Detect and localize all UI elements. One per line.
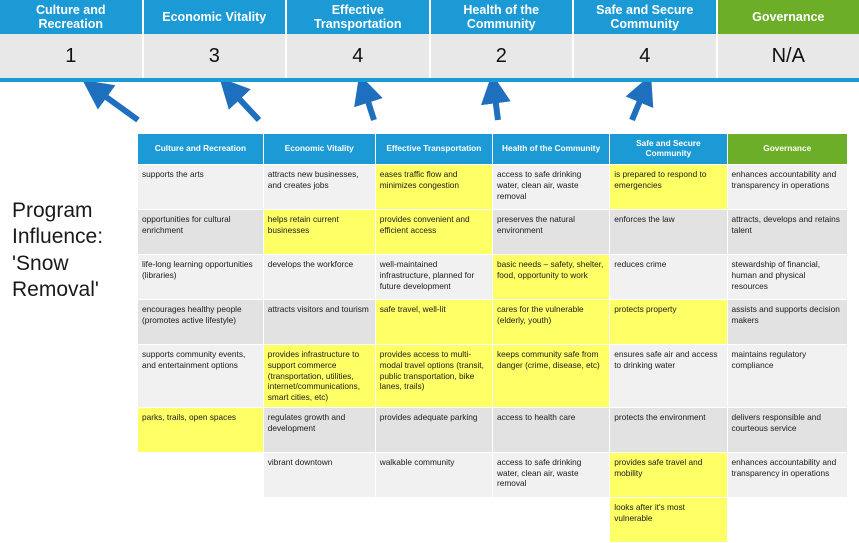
arrow-effective-transportation — [364, 89, 374, 120]
matrix-cell — [138, 452, 264, 497]
matrix-header-economic-vitality: Economic Vitality — [263, 134, 375, 165]
matrix-cell: stewardship of financial, human and physical resources — [727, 255, 848, 300]
matrix-header-effective-transportation: Effective Transportation — [375, 134, 492, 165]
matrix-cell — [492, 497, 609, 542]
table-row — [138, 407, 848, 452]
program-influence-caption — [12, 198, 138, 304]
matrix-cell: life-long learning opportunities (libraries) — [138, 255, 264, 300]
matrix-cell: encourages healthy people (promotes active lifestyle) — [138, 300, 264, 345]
matrix-cell: looks after it's most vulnerable — [610, 497, 727, 542]
matrix-cell: is prepared to respond to emergencies — [610, 165, 727, 210]
pillar-score-governance: N/A — [718, 34, 859, 78]
matrix-cell: provides adequate parking — [375, 407, 492, 452]
matrix-cell: enhances accountability and transparency in operations — [727, 452, 848, 497]
pillar-header-governance: Governance — [718, 0, 859, 34]
arrow-health-of-the-community — [494, 89, 498, 120]
matrix-cell: provides access to multi-modal travel options (transit, public transportation, bike lanes, trails) — [375, 345, 492, 408]
table-row — [138, 255, 848, 300]
matrix-cell: develops the workforce — [263, 255, 375, 300]
matrix-header-culture-and-recreation: Culture and Recreation — [138, 134, 264, 165]
arrow-economic-vitality — [230, 89, 259, 120]
pillar-header-effective-transportation: Effective Transportation — [287, 0, 431, 34]
matrix-cell: access to health care — [492, 407, 609, 452]
pillar-header-economic-vitality: Economic Vitality — [144, 0, 288, 34]
matrix-header-health-of-the-community: Health of the Community — [492, 134, 609, 165]
table-row — [138, 497, 848, 542]
matrix-cell: enhances accountability and transparency in operations — [727, 165, 848, 210]
matrix-cell: supports the arts — [138, 165, 264, 210]
matrix-cell: attracts visitors and tourism — [263, 300, 375, 345]
matrix-body — [138, 165, 848, 543]
matrix-cell: well-maintained infrastructure, planned for future development — [375, 255, 492, 300]
matrix-cell: provides safe travel and mobility — [610, 452, 727, 497]
matrix-cell: safe travel, well-lit — [375, 300, 492, 345]
matrix-cell: reduces crime — [610, 255, 727, 300]
matrix-cell: parks, trails, open spaces — [138, 407, 264, 452]
pillar-score-safe-and-secure-community: 4 — [574, 34, 718, 78]
matrix-header-safe-and-secure-community: Safe and Secure Community — [610, 134, 727, 165]
arrow-safe-and-secure-community — [632, 89, 645, 120]
caption-line-3: 'Snow — [12, 251, 138, 277]
pillar-header-row — [0, 0, 859, 34]
matrix-cell: access to safe drinking water, clean air, waste removal — [492, 452, 609, 497]
matrix-cell: helps retain current businesses — [263, 210, 375, 255]
matrix-cell: maintains regulatory compliance — [727, 345, 848, 408]
matrix-cell: delivers responsible and courteous service — [727, 407, 848, 452]
pillar-score-health-of-the-community: 2 — [431, 34, 575, 78]
matrix-cell: keeps community safe from danger (crime, disease, etc) — [492, 345, 609, 408]
matrix-cell: protects property — [610, 300, 727, 345]
matrix-cell: enforces the law — [610, 210, 727, 255]
pillar-score-economic-vitality: 3 — [144, 34, 288, 78]
matrix-cell — [375, 497, 492, 542]
table-row — [138, 300, 848, 345]
matrix-cell: protects the environment — [610, 407, 727, 452]
pillar-header-safe-and-secure-community: Safe and Secure Community — [574, 0, 718, 34]
matrix-cell: preserves the natural environment — [492, 210, 609, 255]
matrix-cell: supports community events, and entertainment options — [138, 345, 264, 408]
caption-line-2: Influence: — [12, 224, 138, 250]
matrix-cell — [138, 497, 264, 542]
table-row — [138, 345, 848, 408]
matrix-cell: attracts new businesses, and creates jobs — [263, 165, 375, 210]
matrix-cell: eases traffic flow and minimizes congestion — [375, 165, 492, 210]
matrix-cell: walkable community — [375, 452, 492, 497]
matrix-cell — [727, 497, 848, 542]
matrix-header-governance: Governance — [727, 134, 848, 165]
band-underline-rule — [0, 78, 859, 82]
pillar-header-health-of-the-community: Health of the Community — [431, 0, 575, 34]
caption-line-1: Program — [12, 198, 138, 224]
table-row — [138, 165, 848, 210]
arrow-culture-and-recreation — [95, 89, 138, 120]
matrix-cell: provides convenient and efficient access — [375, 210, 492, 255]
table-row — [138, 210, 848, 255]
pillar-attribute-matrix — [137, 133, 848, 543]
matrix-cell: vibrant downtown — [263, 452, 375, 497]
matrix-cell: basic needs – safety, shelter, food, opportunity to work — [492, 255, 609, 300]
pillar-header-culture-and-recreation: Culture and Recreation — [0, 0, 144, 34]
caption-line-4: Removal' — [12, 277, 138, 303]
pillar-score-culture-and-recreation: 1 — [0, 34, 144, 78]
matrix-cell: provides infrastructure to support commerce (transportation, utilities, internet/communications, smart cities, etc) — [263, 345, 375, 408]
matrix-header-row — [138, 134, 848, 165]
matrix-cell: ensures safe air and access to drinking water — [610, 345, 727, 408]
pillar-score-row — [0, 34, 859, 78]
matrix-cell — [263, 497, 375, 542]
table-row — [138, 452, 848, 497]
matrix-cell: access to safe drinking water, clean air, waste removal — [492, 165, 609, 210]
matrix-cell: assists and supports decision makers — [727, 300, 848, 345]
matrix-cell: regulates growth and development — [263, 407, 375, 452]
matrix-cell: attracts, develops and retains talent — [727, 210, 848, 255]
matrix-cell: cares for the vulnerable (elderly, youth) — [492, 300, 609, 345]
pillar-summary-band — [0, 0, 859, 82]
influence-arrows-group — [0, 82, 859, 132]
pillar-score-effective-transportation: 4 — [287, 34, 431, 78]
matrix-cell: opportunities for cultural enrichment — [138, 210, 264, 255]
